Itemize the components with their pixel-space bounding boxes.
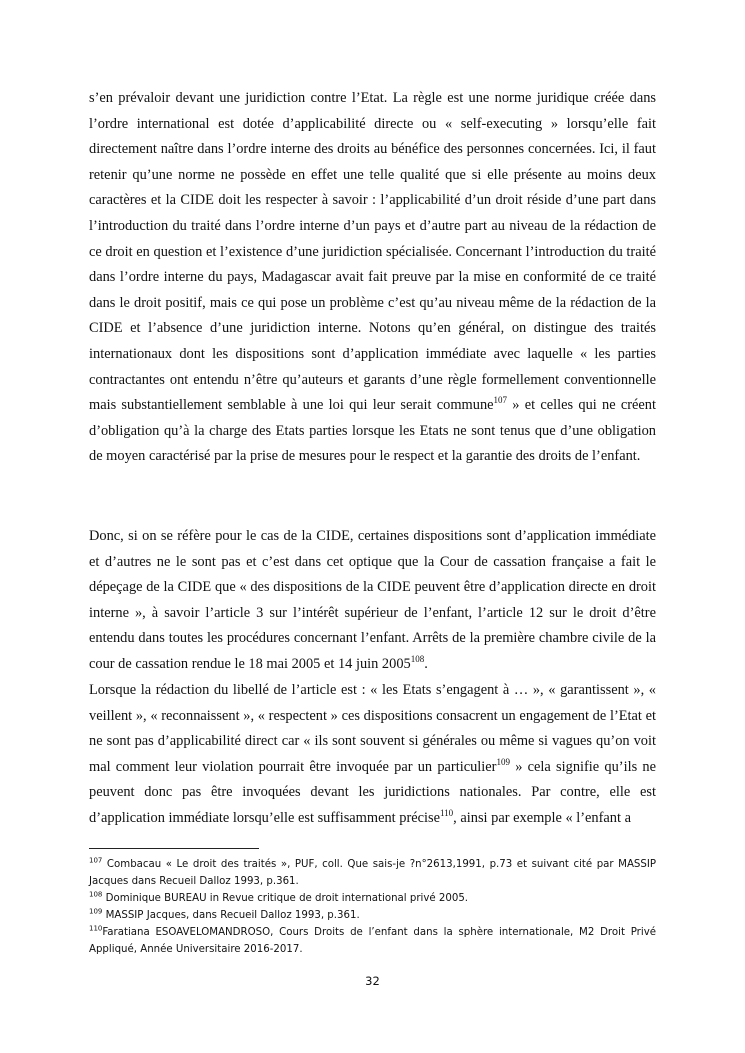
paragraph-text: Lorsque la rédaction du libellé de l’article est : « les Etats s’engagent à … », « garantissent », « veillent », « reconnaissent », « respectent » ces dispositions consacrent un engagement de l’Etat et ne sont pas d’applicabilité direct car « ils sont souvent si générales ou même si vagues qu’on voit mal comment leur violation pourrait être invoquée par un particulier <box>89 682 656 775</box>
footnote-ref-107: 107 <box>493 395 508 406</box>
paragraph-text: » et celles qui ne créent d’obligation qu’à la charge des Etats parties lorsque les Etats ne sont tenus que d’une obligation de moyen caractérisé par la prise de mesures pour le respect et la garantie des droits de l’enfant. <box>89 397 656 465</box>
footnote-number: 107 <box>89 856 103 865</box>
paragraph-text: s’en prévaloir devant une juridiction contre l’Etat. La règle est une norme juridique créée dans l’ordre international est dotée d’applicabilité directe ou « self-executing » lorsqu’elle fait directement naître dans l’ordre interne des droits au bénéfice des personnes concernées. Ici, il faut retenir qu’une norme ne possède en effet une telle qualité que si elle présente au moins deux caractères et la CIDE doit les respecter à savoir : l’applicabilité d’un droit réside d’une part dans l’introduction du traité dans l’ordre interne d’un pays et d’autre part au niveau de la rédaction de ce droit en question et l’existence d’une juridiction spécialisée. Concernant l’introduction du traité dans l’ordre interne du pays, Madagascar avait fait preuve par la mise en conformité de ce traité dans le droit positif, mais ce qui pose un problème c’est qu’au niveau même de la rédaction de la CIDE et l’absence d’une juridiction interne. Notons qu’en général, on distingue des traités internationaux dont les dispositions sont d’application immédiate avec laquelle « les parties contractantes ont entendu n’être qu’auteurs et garants d’une règle formellement conventionnelle mais substantiellement semblable à une loi qui leur serait commune <box>89 90 656 414</box>
footnote-number: 108 <box>89 890 103 899</box>
body-paragraph-3 <box>89 678 656 832</box>
footnote-107 <box>89 856 656 890</box>
paragraph-text: . <box>424 655 428 672</box>
footnote-text: Combacau « Le droit des traités », PUF, coll. Que sais-je ?n°2613,1991, p.73 et suivant cité par MASSIP Jacques dans Recueil Dalloz 1993, p.361. <box>89 859 656 887</box>
footnote-108 <box>89 890 656 907</box>
paragraph-text: , ainsi par exemple « l’enfant a <box>453 809 631 826</box>
footnote-text: Dominique BUREAU in Revue critique de droit international privé 2005. <box>102 893 469 904</box>
footnote-ref-109: 109 <box>496 756 510 767</box>
footnotes <box>89 856 656 958</box>
footnote-number: 110 <box>89 924 103 933</box>
footnote-number: 109 <box>89 907 103 916</box>
footnote-ref-108: 108 <box>410 654 425 665</box>
footnote-ref-110: 110 <box>440 808 454 819</box>
footnote-separator <box>89 848 259 849</box>
body-paragraph-2 <box>89 524 656 678</box>
paragraph-text: » cela signifie qu’ils ne peuvent donc pas être invoquées devant les juridictions nationales. Par contre, elle est d’application immédiate lorsqu’elle est suffisamment précise <box>89 758 657 826</box>
footnote-text: Faratiana ESOAVELOMANDROSO, Cours Droits de l’enfant dans la sphère internationale, M2 Droit Privé Appliqué, Année Universitaire 2016-2017. <box>89 927 656 955</box>
page-number: 32 <box>365 974 380 988</box>
body-paragraph-1 <box>89 86 656 470</box>
footnote-110 <box>89 924 656 958</box>
paragraph-text: Donc, si on se réfère pour le cas de la CIDE, certaines dispositions sont d’application immédiate et d’autres ne le sont pas et c’est dans cet optique que la Cour de cassation française a fait le dépeçage de la CIDE que « des dispositions de la CIDE peuvent être d’application directe en droit interne », à savoir l’article 3 sur l’intérêt supérieur de l’enfant, l’article 12 sur le droit d’être entendu dans toutes les procédures concernant l’enfant. Arrêts de la première chambre civile de la cour de cassation rendue le 18 mai 2005 et 14 juin 2005 <box>89 528 656 672</box>
footnote-109 <box>89 907 656 924</box>
footnote-text: MASSIP Jacques, dans Recueil Dalloz 1993, p.361. <box>102 910 360 921</box>
